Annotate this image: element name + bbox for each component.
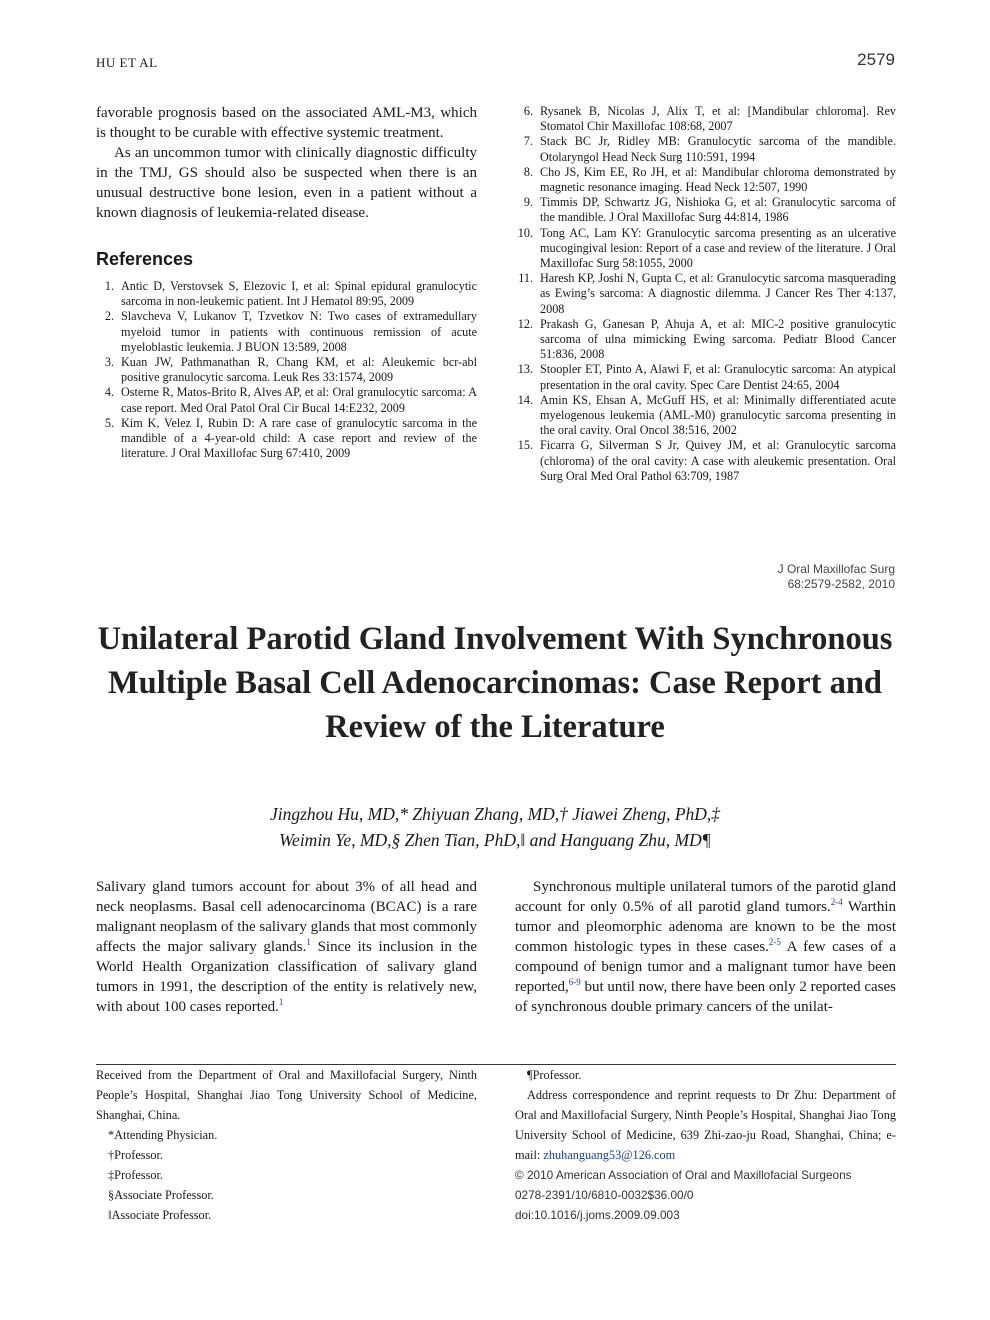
reference-number: 7.	[523, 134, 533, 149]
reference-number: 3.	[104, 355, 114, 370]
author-footnote: ‡Professor.	[108, 1168, 163, 1182]
intro-paragraph	[515, 877, 896, 1017]
intro-text: Synchronous multiple unilateral tumors of the parotid gland account for only 0.5% of all parotid gland tumors.	[515, 879, 896, 915]
reference-number: 13.	[517, 362, 533, 377]
prev-article-left-column	[96, 103, 477, 461]
reference-item	[515, 195, 896, 225]
reference-item	[515, 393, 896, 439]
intro-text: but until now, there have been only 2 reported cases of synchronous double primary cancers of the unilat-	[515, 979, 896, 1015]
author-footnote: †Professor.	[108, 1148, 163, 1162]
reference-number: 6.	[523, 104, 533, 118]
footnotes-left	[96, 1065, 477, 1225]
citation-link[interactable]: 1	[306, 937, 311, 947]
reference-item	[515, 271, 896, 317]
citation-link[interactable]: 6-9	[568, 977, 581, 987]
reference-text: Kuan JW, Pathmanathan R, Chang KM, et al: Aleukemic bcr-abl positive granulocytic sarcoma. Leuk Res 33:1574, 2009	[121, 355, 477, 385]
correspondence-text: Address correspondence and reprint requests to Dr Zhu: Department of Oral and Maxillofacial Surgery, Ninth People’s Hospital, Shanghai Jiao Tong University School of Medicine, 639 Zhi-zao-ju Road, Shanghai, China; e-mail:	[515, 1088, 896, 1162]
author-list	[95, 801, 895, 853]
author-footnote: *Attending Physician.	[108, 1128, 218, 1142]
reference-number: 2.	[104, 309, 114, 324]
reference-text: Ficarra G, Silverman S Jr, Quivey JM, et al: Granulocytic sarcoma (chloroma) of the oral cavity: A case with aleukemic presentation. Oral Surg Oral Med Oral Pathol 63:709, 1987	[540, 438, 896, 483]
prev-article-paragraph: As an uncommon tumor with clinically diagnostic difficulty in the TMJ, GS should also be suspected when there is an unusual destructive bone lesion, even in a patient without a known diagnosis of leukemia-related disease.	[96, 145, 477, 221]
reference-number: 15.	[517, 438, 533, 453]
reference-item	[515, 134, 896, 164]
reference-list	[515, 104, 896, 484]
intro-text: Since its inclusion in the World Health Organization classification of salivary gland tumors in 1991, the description of the entity is relatively new, with about 100 cases reported.	[96, 939, 477, 1015]
reference-number: 14.	[517, 392, 533, 407]
intro-text: A few cases of a compound of benign tumor and a malignant tumor have been reported,	[515, 939, 896, 995]
correspondence-note	[515, 1085, 896, 1165]
reference-text: Timmis DP, Schwartz JG, Nishioka G, et al: Granulocytic sarcoma of the mandible. J Oral Maxillofac Surg 44:814, 1986	[540, 195, 896, 225]
journal-volume: 68:2579-2582, 2010	[787, 577, 895, 591]
reference-text: Haresh KP, Joshi N, Gupta C, et al: Granulocytic sarcoma masquerading as Ewing’s sarcoma: A diagnostic dilemma. J Cancer Res Ther 4:137, 2008	[540, 271, 896, 316]
reference-number: 9.	[523, 195, 533, 210]
intro-paragraph	[96, 877, 477, 1017]
reference-item	[515, 226, 896, 272]
citation-link[interactable]: 2-4	[830, 897, 843, 907]
affiliation-note: Received from the Department of Oral and Maxillofacial Surgery, Ninth People’s Hospital, Shanghai Jiao Tong University School of Medicine, Shanghai, China.	[96, 1068, 477, 1122]
reference-text: Stoopler ET, Pinto A, Alawi F, et al: Granulocytic sarcoma: An atypical presentation in the oral cavity. Spec Care Dentist 24:65, 2004	[540, 362, 896, 392]
running-head: HU ET AL	[96, 55, 158, 70]
reference-text: Stack BC Jr, Ridley MB: Granulocytic sarcoma of the mandible. Otolaryngol Head Neck Surg 110:591, 1994	[540, 134, 896, 164]
intro-text: Salivary gland tumors account for about 3% of all head and neck neoplasms. Basal cell adenocarcinoma (BCAC) is a rare malignant neoplasm of the salivary glands that most commonly affects the major salivary glands.	[96, 879, 477, 955]
reference-number: 5.	[104, 415, 114, 430]
reference-text: Cho JS, Kim EE, Ro JH, et al: Mandibular chloroma demonstrated by magnetic resonance imaging. Head Neck 12:507, 1990	[540, 164, 896, 195]
reference-number: 11.	[518, 271, 533, 286]
intro-left-column	[96, 877, 477, 1017]
reference-number: 4.	[104, 385, 114, 400]
journal-name: J Oral Maxillofac Surg	[777, 562, 895, 576]
reference-list	[96, 279, 477, 461]
reference-text: Antic D, Verstovsek S, Elezovic I, et al: Spinal epidural granulocytic sarcoma in non-leukemic patient. Int J Hematol 89:95, 2009	[121, 279, 477, 309]
reference-text: Slavcheva V, Lukanov T, Tzvetkov N: Two cases of extramedullary myeloid tumor in patients with continuous remission of acute myeloblastic leukemia. J BUON 13:589, 2008	[121, 309, 477, 354]
reference-item	[96, 279, 477, 309]
reference-text: Tong AC, Lam KY: Granulocytic sarcoma presenting as an ulcerative mucogingival lesion: Report of a case and review of the literature. J Oral Maxillofac Surg 58:1055, 2000	[540, 225, 896, 271]
email-link[interactable]: zhuhanguang53@126.com	[543, 1148, 676, 1162]
reference-number: 8.	[523, 164, 533, 179]
reference-item	[515, 438, 896, 484]
prev-article-paragraph: favorable prognosis based on the associated AML-M3, which is thought to be curable with effective systemic treatment.	[96, 105, 477, 141]
prev-article-right-column	[515, 104, 896, 484]
reference-text: Kim K, Velez I, Rubin D: A rare case of granulocytic sarcoma in the mandible of a 4-year-old child: A case report and review of the literature. J Oral Maxillofac Surg 67:410, 2009	[121, 415, 477, 461]
reference-item	[515, 165, 896, 195]
copyright-line: © 2010 American Association of Oral and Maxillofacial Surgeons	[515, 1168, 852, 1182]
reference-item	[515, 104, 896, 134]
reference-text: Osterne R, Matos-Brito R, Alves AP, et al: Oral granulocytic sarcoma: A case report. Med Oral Patol Oral Cir Bucal 14:E232, 2009	[121, 385, 477, 415]
intro-right-column	[515, 877, 896, 1017]
reference-text: Amin KS, Ehsan A, McGuff HS, et al: Minimally differentiated acute myelogenous leukemia (AML-M0) granulocytic sarcoma presenting in the oral cavity. Oral Oncol 38:516, 2002	[540, 392, 896, 438]
reference-number: 12.	[517, 316, 533, 331]
reference-item	[515, 362, 896, 392]
authors-line: Jingzhou Hu, MD,* Zhiyuan Zhang, MD,† Jiawei Zheng, PhD,‡	[269, 804, 721, 824]
authors-line: Weimin Ye, MD,§ Zhen Tian, PhD,‖ and Hanguang Zhu, MD¶	[279, 830, 711, 850]
reference-item	[96, 355, 477, 385]
reference-number: 10.	[517, 225, 533, 240]
reference-text: Prakash G, Ganesan P, Ahuja A, et al: MIC-2 positive granulocytic sarcoma of ulna mimicking Ewing sarcoma. Pediatr Blood Cancer 51:836, 2008	[540, 316, 896, 362]
issn-line: 0278-2391/10/6810-0032$36.00/0	[515, 1188, 694, 1202]
reference-item	[96, 309, 477, 355]
reference-text: Rysanek B, Nicolas J, Alix T, et al: [Mandibular chloroma]. Rev Stomatol Chir Maxillofac 108:68, 2007	[540, 104, 896, 134]
citation-link[interactable]: 2-5	[768, 937, 781, 947]
author-footnote: §Associate Professor.	[108, 1188, 214, 1202]
author-footnote: ‖Associate Professor.	[108, 1208, 212, 1222]
intro-text: Warthin tumor and pleomorphic adenoma are known to be the most common histologic types in these cases.	[515, 899, 896, 955]
references-heading: References	[96, 249, 194, 269]
reference-item	[515, 317, 896, 363]
citation-link[interactable]: 1	[278, 997, 284, 1007]
reference-item	[96, 385, 477, 415]
author-footnote: ¶Professor.	[527, 1068, 582, 1082]
reference-item	[96, 416, 477, 462]
reference-number: 1.	[104, 279, 114, 293]
journal-citation	[695, 562, 895, 592]
article-title: Unilateral Parotid Gland Involvement With Synchronous Multiple Basal Cell Adenocarcinomas: Case Report and Review of the Literature	[97, 621, 893, 745]
doi-line: doi:10.1016/j.joms.2009.09.003	[515, 1208, 680, 1222]
page-number: 2579	[857, 50, 895, 69]
footnotes-right	[515, 1065, 896, 1225]
